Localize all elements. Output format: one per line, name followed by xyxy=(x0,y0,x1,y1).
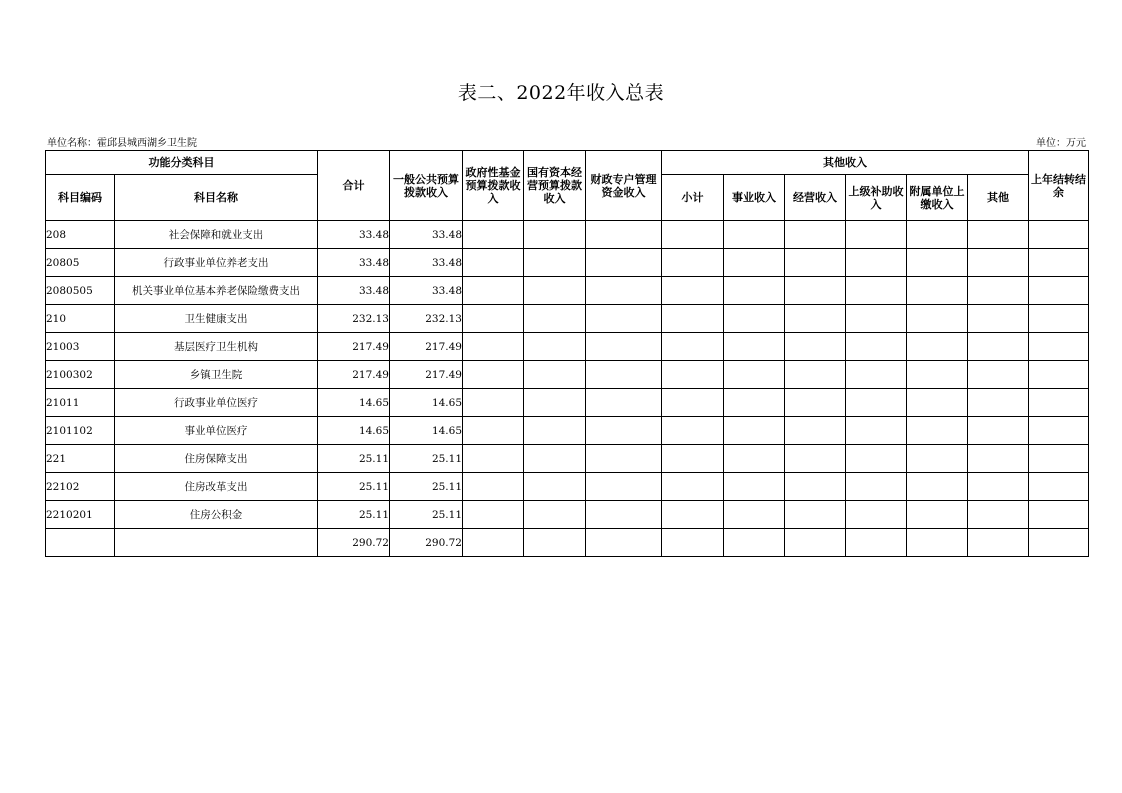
cell-total: 33.48 xyxy=(318,249,390,277)
cell-name: 卫生健康支出 xyxy=(115,305,318,333)
cell-general-budget: 33.48 xyxy=(390,221,463,249)
cell-empty xyxy=(785,249,846,277)
cell-empty xyxy=(463,305,524,333)
cell-empty xyxy=(846,445,907,473)
cell-empty xyxy=(524,333,586,361)
cell-total: 25.11 xyxy=(318,473,390,501)
cell-code: 2101102 xyxy=(46,417,115,445)
cell-empty xyxy=(586,501,662,529)
cell-empty xyxy=(524,305,586,333)
cell-empty xyxy=(785,333,846,361)
table-row xyxy=(46,333,1089,361)
cell-empty xyxy=(524,277,586,305)
cell-empty xyxy=(846,417,907,445)
cell-empty xyxy=(586,221,662,249)
table-row xyxy=(46,249,1089,277)
cell-empty xyxy=(586,361,662,389)
cell-total: 33.48 xyxy=(318,221,390,249)
cell-general-budget: 14.65 xyxy=(390,389,463,417)
table-row xyxy=(46,417,1089,445)
cell-empty xyxy=(586,417,662,445)
cell-empty xyxy=(907,529,968,557)
cell-empty xyxy=(907,333,968,361)
cell-empty xyxy=(907,249,968,277)
cell-empty xyxy=(524,529,586,557)
cell-total: 14.65 xyxy=(318,389,390,417)
cell-name: 住房保障支出 xyxy=(115,445,318,473)
cell-empty xyxy=(968,361,1029,389)
cell-empty xyxy=(463,417,524,445)
cell-empty xyxy=(662,529,724,557)
cell-empty xyxy=(463,501,524,529)
header-other-income: 其他收入 xyxy=(662,151,1029,175)
cell-empty xyxy=(1029,333,1089,361)
table-row xyxy=(46,221,1089,249)
cell-empty xyxy=(724,333,785,361)
cell-empty xyxy=(785,361,846,389)
cell-empty xyxy=(968,277,1029,305)
cell-code: 2080505 xyxy=(46,277,115,305)
cell-empty xyxy=(846,529,907,557)
cell-code: 21003 xyxy=(46,333,115,361)
cell-empty xyxy=(662,501,724,529)
cell-empty xyxy=(968,501,1029,529)
cell-empty xyxy=(586,305,662,333)
cell-empty xyxy=(968,389,1029,417)
cell-empty xyxy=(724,389,785,417)
cell-empty xyxy=(846,221,907,249)
cell-empty xyxy=(463,389,524,417)
table-row xyxy=(46,305,1089,333)
header-fiscal-special: 财政专户管理资金收入 xyxy=(586,151,662,221)
cell-empty xyxy=(1029,529,1089,557)
cell-empty xyxy=(524,389,586,417)
table-row xyxy=(46,445,1089,473)
cell-name: 机关事业单位基本养老保险缴费支出 xyxy=(115,277,318,305)
cell-empty xyxy=(524,501,586,529)
cell-empty xyxy=(586,529,662,557)
cell-empty xyxy=(662,445,724,473)
cell-name: 住房公积金 xyxy=(115,501,318,529)
table-row xyxy=(46,361,1089,389)
cell-empty xyxy=(968,333,1029,361)
cell-empty xyxy=(1029,277,1089,305)
cell-empty xyxy=(586,333,662,361)
cell-empty xyxy=(463,473,524,501)
cell-empty xyxy=(907,501,968,529)
cell-empty xyxy=(907,445,968,473)
cell-empty xyxy=(524,249,586,277)
cell-empty xyxy=(586,473,662,501)
cell-empty xyxy=(1029,361,1089,389)
cell-empty xyxy=(586,389,662,417)
cell-empty xyxy=(524,221,586,249)
table-row xyxy=(46,501,1089,529)
header-gov-fund: 政府性基金预算拨款收入 xyxy=(463,151,524,221)
cell-empty xyxy=(968,445,1029,473)
header-operating: 经营收入 xyxy=(785,175,846,221)
cell-empty xyxy=(846,501,907,529)
cell-code: 221 xyxy=(46,445,115,473)
cell-empty xyxy=(907,389,968,417)
cell-code: 2100302 xyxy=(46,361,115,389)
header-business: 事业收入 xyxy=(724,175,785,221)
income-summary-table xyxy=(45,150,1089,557)
cell-empty xyxy=(724,221,785,249)
cell-empty xyxy=(1029,389,1089,417)
cell-empty xyxy=(846,333,907,361)
cell-total: 232.13 xyxy=(318,305,390,333)
cell-name: 行政事业单位医疗 xyxy=(115,389,318,417)
cell-general-budget: 25.11 xyxy=(390,473,463,501)
cell-code: 2210201 xyxy=(46,501,115,529)
cell-empty xyxy=(907,361,968,389)
cell-empty xyxy=(724,501,785,529)
cell-general-budget: 25.11 xyxy=(390,501,463,529)
cell-code: 208 xyxy=(46,221,115,249)
cell-empty xyxy=(968,221,1029,249)
cell-total: 217.49 xyxy=(318,361,390,389)
cell-empty xyxy=(846,305,907,333)
header-code: 科目编码 xyxy=(46,175,115,221)
cell-empty xyxy=(586,249,662,277)
cell-code: 21011 xyxy=(46,389,115,417)
cell-general-budget: 33.48 xyxy=(390,249,463,277)
cell-name: 社会保障和就业支出 xyxy=(115,221,318,249)
cell-empty xyxy=(785,305,846,333)
cell-empty xyxy=(968,473,1029,501)
cell-empty xyxy=(463,249,524,277)
unit-name-label: 单位名称：霍邱县城西湖乡卫生院 xyxy=(47,138,197,149)
cell-empty xyxy=(662,389,724,417)
cell-empty xyxy=(846,361,907,389)
cell-empty xyxy=(785,277,846,305)
table-row xyxy=(46,473,1089,501)
page-title: 表二、2022年收入总表 xyxy=(457,82,665,104)
cell-empty xyxy=(662,361,724,389)
cell-empty xyxy=(907,473,968,501)
header-name: 科目名称 xyxy=(115,175,318,221)
cell-empty xyxy=(724,445,785,473)
cell-total: 14.65 xyxy=(318,417,390,445)
cell-empty xyxy=(662,277,724,305)
header-other: 其他 xyxy=(968,175,1029,221)
currency-unit-label: 单位：万元 xyxy=(1036,138,1086,149)
cell-empty xyxy=(785,389,846,417)
cell-empty xyxy=(524,473,586,501)
cell-empty xyxy=(662,417,724,445)
cell-empty xyxy=(968,249,1029,277)
cell-general-budget: 25.11 xyxy=(390,445,463,473)
cell-general-budget: 217.49 xyxy=(390,333,463,361)
cell-empty xyxy=(724,473,785,501)
cell-general-budget: 33.48 xyxy=(390,277,463,305)
header-total: 合计 xyxy=(318,151,390,221)
header-func-class: 功能分类科目 xyxy=(46,151,318,175)
cell-empty xyxy=(463,361,524,389)
cell-empty xyxy=(846,277,907,305)
cell-empty xyxy=(586,445,662,473)
cell-empty xyxy=(785,417,846,445)
cell-name xyxy=(115,529,318,557)
cell-name: 乡镇卫生院 xyxy=(115,361,318,389)
cell-empty xyxy=(662,473,724,501)
cell-empty xyxy=(785,529,846,557)
cell-empty xyxy=(662,333,724,361)
cell-name: 事业单位医疗 xyxy=(115,417,318,445)
cell-total: 290.72 xyxy=(318,529,390,557)
cell-empty xyxy=(846,249,907,277)
cell-empty xyxy=(907,417,968,445)
cell-empty xyxy=(724,277,785,305)
cell-total: 25.11 xyxy=(318,501,390,529)
cell-general-budget: 217.49 xyxy=(390,361,463,389)
cell-general-budget: 290.72 xyxy=(390,529,463,557)
cell-code: 20805 xyxy=(46,249,115,277)
cell-empty xyxy=(524,445,586,473)
cell-code: 22102 xyxy=(46,473,115,501)
cell-empty xyxy=(785,445,846,473)
cell-empty xyxy=(524,361,586,389)
cell-empty xyxy=(524,417,586,445)
cell-empty xyxy=(463,333,524,361)
cell-empty xyxy=(907,221,968,249)
cell-name: 住房改革支出 xyxy=(115,473,318,501)
cell-empty xyxy=(724,305,785,333)
cell-code: 210 xyxy=(46,305,115,333)
total-row xyxy=(46,529,1089,557)
cell-empty xyxy=(662,221,724,249)
cell-code xyxy=(46,529,115,557)
cell-empty xyxy=(662,249,724,277)
header-carryover: 上年结转结余 xyxy=(1029,151,1089,221)
cell-empty xyxy=(846,473,907,501)
cell-empty xyxy=(1029,305,1089,333)
cell-empty xyxy=(785,501,846,529)
cell-empty xyxy=(1029,445,1089,473)
cell-empty xyxy=(724,361,785,389)
cell-empty xyxy=(463,277,524,305)
cell-name: 基层医疗卫生机构 xyxy=(115,333,318,361)
cell-total: 33.48 xyxy=(318,277,390,305)
header-state-capital: 国有资本经营预算拨款收入 xyxy=(524,151,586,221)
cell-total: 217.49 xyxy=(318,333,390,361)
header-subtotal: 小计 xyxy=(662,175,724,221)
cell-empty xyxy=(463,445,524,473)
table-row xyxy=(46,277,1089,305)
cell-empty xyxy=(785,473,846,501)
cell-empty xyxy=(968,305,1029,333)
cell-empty xyxy=(1029,221,1089,249)
cell-general-budget: 232.13 xyxy=(390,305,463,333)
header-affiliated: 附属单位上缴收入 xyxy=(907,175,968,221)
cell-empty xyxy=(724,529,785,557)
cell-empty xyxy=(1029,473,1089,501)
table-row xyxy=(46,389,1089,417)
cell-empty xyxy=(463,529,524,557)
header-superior-subsidy: 上级补助收入 xyxy=(846,175,907,221)
cell-total: 25.11 xyxy=(318,445,390,473)
cell-empty xyxy=(907,277,968,305)
cell-empty xyxy=(1029,249,1089,277)
cell-general-budget: 14.65 xyxy=(390,417,463,445)
cell-empty xyxy=(1029,417,1089,445)
cell-empty xyxy=(463,221,524,249)
cell-empty xyxy=(785,221,846,249)
cell-empty xyxy=(968,417,1029,445)
cell-empty xyxy=(662,305,724,333)
cell-name: 行政事业单位养老支出 xyxy=(115,249,318,277)
cell-empty xyxy=(1029,501,1089,529)
cell-empty xyxy=(846,389,907,417)
cell-empty xyxy=(907,305,968,333)
header-general-budget: 一般公共预算拨款收入 xyxy=(390,151,463,221)
cell-empty xyxy=(724,417,785,445)
cell-empty xyxy=(586,277,662,305)
cell-empty xyxy=(968,529,1029,557)
cell-empty xyxy=(724,249,785,277)
